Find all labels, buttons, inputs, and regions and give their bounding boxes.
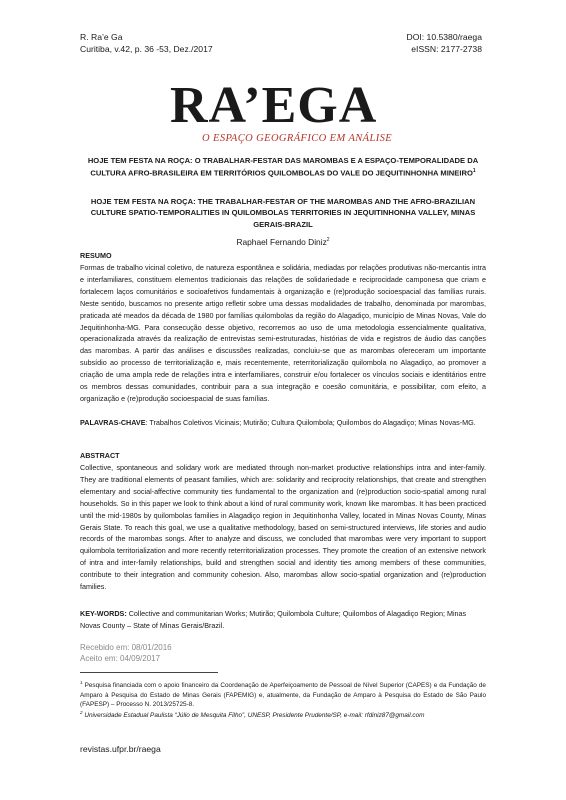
footnote-1 <box>80 678 486 710</box>
abstract-heading: ABSTRACT <box>80 451 120 460</box>
journal-name: R. Ra’e Ga <box>80 32 123 42</box>
accepted-date: Aceito em: 04/09/2017 <box>80 654 161 663</box>
journal-volume: Curitiba, v.42, p. 36 -53, Dez./2017 <box>80 44 213 54</box>
journal-logo <box>170 78 440 150</box>
author-footnote-ref[interactable]: 2 <box>326 237 330 244</box>
title-portuguese <box>80 155 486 179</box>
submission-dates <box>80 642 172 664</box>
palavras-chave-text: : Trabalhos Coletivos Vicinais; Mutirão; Cultura Quilombola; Quilombos do Alagadiço; Minas Novas-MG. <box>145 418 476 427</box>
title-footnote-ref[interactable]: 1 <box>472 168 476 175</box>
logo-wordmark: RA’EGA <box>170 77 378 134</box>
logo-subtitle: O ESPAÇO GEOGRÁFICO EM ANÁLISE <box>202 133 393 144</box>
title-portuguese-text: HOJE TEM FESTA NA ROÇA: O TRABALHAR-FESTAR DAS MAROMBAS E A ESPAÇO-TEMPORALIDADE DA CULTURA AFRO-BRASILEIRA EM TERRITÓRIOS QUILOMBOLAS DO VALE DO JEQUITINHONHA MINEIRO <box>87 156 479 178</box>
journal-header-left <box>80 31 213 55</box>
keywords-label: KEY-WORDS: <box>80 609 127 618</box>
footnote-1-number: 1 <box>80 680 83 685</box>
resumo-text: Formas de trabalho vicinal coletivo, de natureza espontânea e solidária, mediadas por relações produtivas não-mercantis intra e interfamiliares, constituem elementos tradicionais das relações de solidariedade e reciprocidade camponesa que criam e fortalecem laços comunitários e socioafetivos fundamentais à organização e (re)produção socioespacial das famílias rurais. Neste sentido, buscamos no presente artigo refletir sobre uma dessas modalidades de trabalho, denominada por marombas, praticada até meados da década de 1980 por famílias quilombolas da região do Alagadiço, município de Minas Novas, Vale do Jequitinhonha-MG. Para consecução desse objetivo, recorremos ao uso de uma metodologia essencialmente qualitativa, operacionalizada através da realização de entrevistas semi-estruturadas, histórias de vida e registros de áudio das canções das marombas. A partir das análises e discussões realizadas, concluiu-se que as marombas ofereceram um importante subsídio ao processo de territorialização e, mais recentemente, reterritorialização quilombola no Alagadiço, ao promover a criação de uma ampla rede de relações intra e interfamiliares, construir e/ou fortalecer os vínculos sociais e identitários entre os membros dessas comunidades, contribuir para a sua integração e coesão comunitária, e possibilitar, com efeito, a organização e (re)produção socioespacial de suas famílias. <box>80 263 486 403</box>
author-line <box>80 237 486 247</box>
received-date: Recebido em: 08/01/2016 <box>80 643 172 652</box>
author-name: Raphael Fernando Diniz <box>236 237 327 247</box>
journal-url[interactable]: revistas.ufpr.br/raega <box>80 744 161 754</box>
footnote-divider <box>80 672 218 673</box>
title-english: HOJE TEM FESTA NA ROÇA: THE TRABALHAR-FESTAR OF THE MAROMBAS AND THE AFRO-BRAZILIAN CULTURE SPATIO-TEMPORALITIES IN QUILOMBOLAS TERRITORIES IN JEQUITINHONHA VALLEY, MINAS GERAIS-BRAZIL <box>90 197 476 229</box>
footnote-1-text: Pesquisa financiada com o apoio financeiro da Coordenação de Aperfeiçoamento de Pessoal de Nível Superior (CAPES) e da Fundação de Amparo à Pesquisa do Estado de Minas Gerais (FAPEMIG) e, atualmente, da Fundação de Amparo à Pesquisa do Estado de São Paulo (FAPESP) – Processo N. 2013/25725-8. <box>80 682 486 709</box>
resumo-heading: RESUMO <box>80 251 112 260</box>
footnote-2-text: Universidade Estadual Paulista “Júlio de Mesquita Filho”, UNESP, Presidente Prudente/SP, e-mail: rfdiniz87@gmail.com <box>82 712 425 720</box>
eissn: eISSN: 2177-2738 <box>411 44 482 54</box>
keywords <box>80 608 486 632</box>
palavras-chave-label: PALAVRAS-CHAVE <box>80 418 146 427</box>
journal-header-right <box>407 31 483 55</box>
footnote-2 <box>80 708 486 721</box>
doi: DOI: 10.5380/raega <box>406 32 482 42</box>
footnote-2-number: 2 <box>80 710 83 715</box>
keywords-text: Collective and communitarian Works; Mutirão; Quilombola Culture; Quilombos of Alagadiço Region; Minas Novas County – State of Minas Gerais/Brazil. <box>80 609 467 630</box>
abstract-text: Collective, spontaneous and solidary work are mediated through non-market productive relationships intra and inter-family. They are traditional elements of peasant families, which are: solidarity and reciprocity relationships, that create and strengthen elementary and social-affective community ties fundamental to the organization and (re)production socio-spatial among rural households. So in this paper we look to think about a kind of rural community work, known like marombas. It has been practiced until the mid-1980s by quilombolas families in Alagadiço region in Jequitinhonha Valley, located in Minas Novas County, Minas Gerais State. To reach this goal, we use a qualitative methodology, based on semi-structured interviews, life stories and audio records of the marombas songs. After to analyze and discuss, we concluded that marombas were very important to support quilombola territorialization and more recently reterritorialization processes. They promote the creation of an extensive network of intra and inter-family relationships, build and strengthen social and identity ties among members of these communities, contribute to their integration and community cohesion. Also, marombas allow socio-spatial organization and (re)production families. <box>80 463 486 592</box>
palavras-chave <box>80 417 486 429</box>
